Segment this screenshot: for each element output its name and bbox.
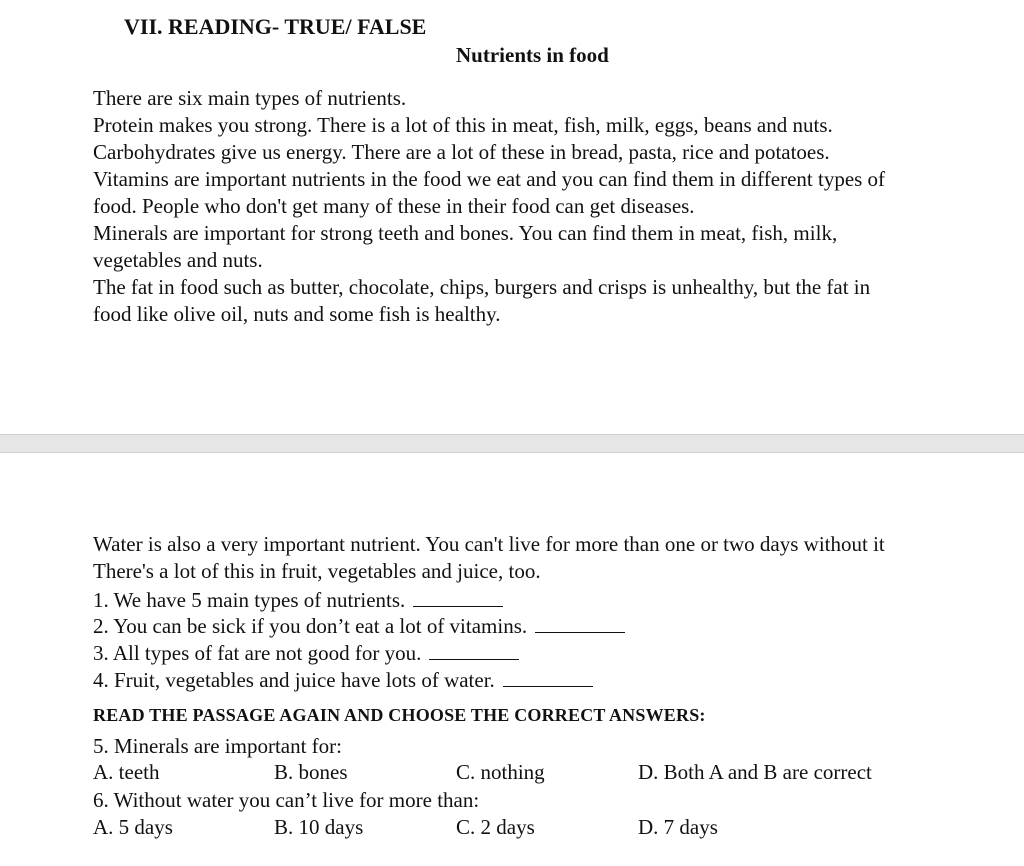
- tf-question-4: [93, 667, 593, 694]
- passage-line: Carbohydrates give us energy. There are a lot of these in bread, pasta, rice and potatoes.: [93, 140, 830, 164]
- answer-blank[interactable]: [413, 605, 503, 607]
- passage-line: The fat in food such as butter, chocolate, chips, burgers and crisps is unhealthy, but the fat in: [93, 275, 871, 299]
- option-6a[interactable]: A. 5 days: [93, 815, 173, 839]
- tf-question-2: [93, 613, 625, 640]
- answer-blank[interactable]: [429, 658, 519, 660]
- passage-line: Protein makes you strong. There is a lot of this in meat, fish, milk, eggs, beans and nuts.: [93, 113, 833, 137]
- tf-question-text: 1. We have 5 main types of nutrients.: [93, 588, 406, 612]
- passage-line: food like olive oil, nuts and some fish is healthy.: [93, 302, 501, 326]
- mc-heading: READ THE PASSAGE AGAIN AND CHOOSE THE CORRECT ANSWERS:: [93, 705, 706, 725]
- passage-line: Vitamins are important nutrients in the food we eat and you can find them in different types of: [93, 167, 886, 191]
- passage-line: food. People who don't get many of these in their food can get diseases.: [93, 194, 695, 218]
- tf-question-text: 4. Fruit, vegetables and juice have lots of water.: [93, 668, 495, 692]
- mc-question-5: 5. Minerals are important for:: [93, 734, 343, 758]
- tf-question-text: 2. You can be sick if you don’t eat a lot of vitamins.: [93, 614, 528, 638]
- passage-line: There are six main types of nutrients.: [93, 86, 407, 110]
- option-5b[interactable]: B. bones: [274, 760, 348, 784]
- document-page-2: [0, 452, 1024, 866]
- passage-title: Nutrients in food: [456, 43, 609, 67]
- passage-line: vegetables and nuts.: [93, 248, 263, 272]
- answer-blank[interactable]: [503, 685, 593, 687]
- option-5c[interactable]: C. nothing: [456, 760, 545, 784]
- tf-question-3: [93, 640, 519, 667]
- tf-question-1: [93, 587, 503, 614]
- option-6c[interactable]: C. 2 days: [456, 815, 535, 839]
- mc-question-6: 6. Without water you can’t live for more than:: [93, 788, 480, 812]
- option-6d[interactable]: D. 7 days: [638, 815, 718, 839]
- water-line: There's a lot of this in fruit, vegetables and juice, too.: [93, 559, 541, 583]
- section-title: VII. READING- TRUE/ FALSE: [124, 14, 427, 39]
- option-5a[interactable]: A. teeth: [93, 760, 160, 784]
- passage-line: Minerals are important for strong teeth and bones. You can find them in meat, fish, milk,: [93, 221, 838, 245]
- tf-question-text: 3. All types of fat are not good for you.: [93, 641, 422, 665]
- water-line: Water is also a very important nutrient. You can't live for more than one or two days without it: [93, 532, 885, 556]
- option-5d[interactable]: D. Both A and B are correct: [638, 760, 872, 784]
- answer-blank[interactable]: [535, 631, 625, 633]
- option-6b[interactable]: B. 10 days: [274, 815, 364, 839]
